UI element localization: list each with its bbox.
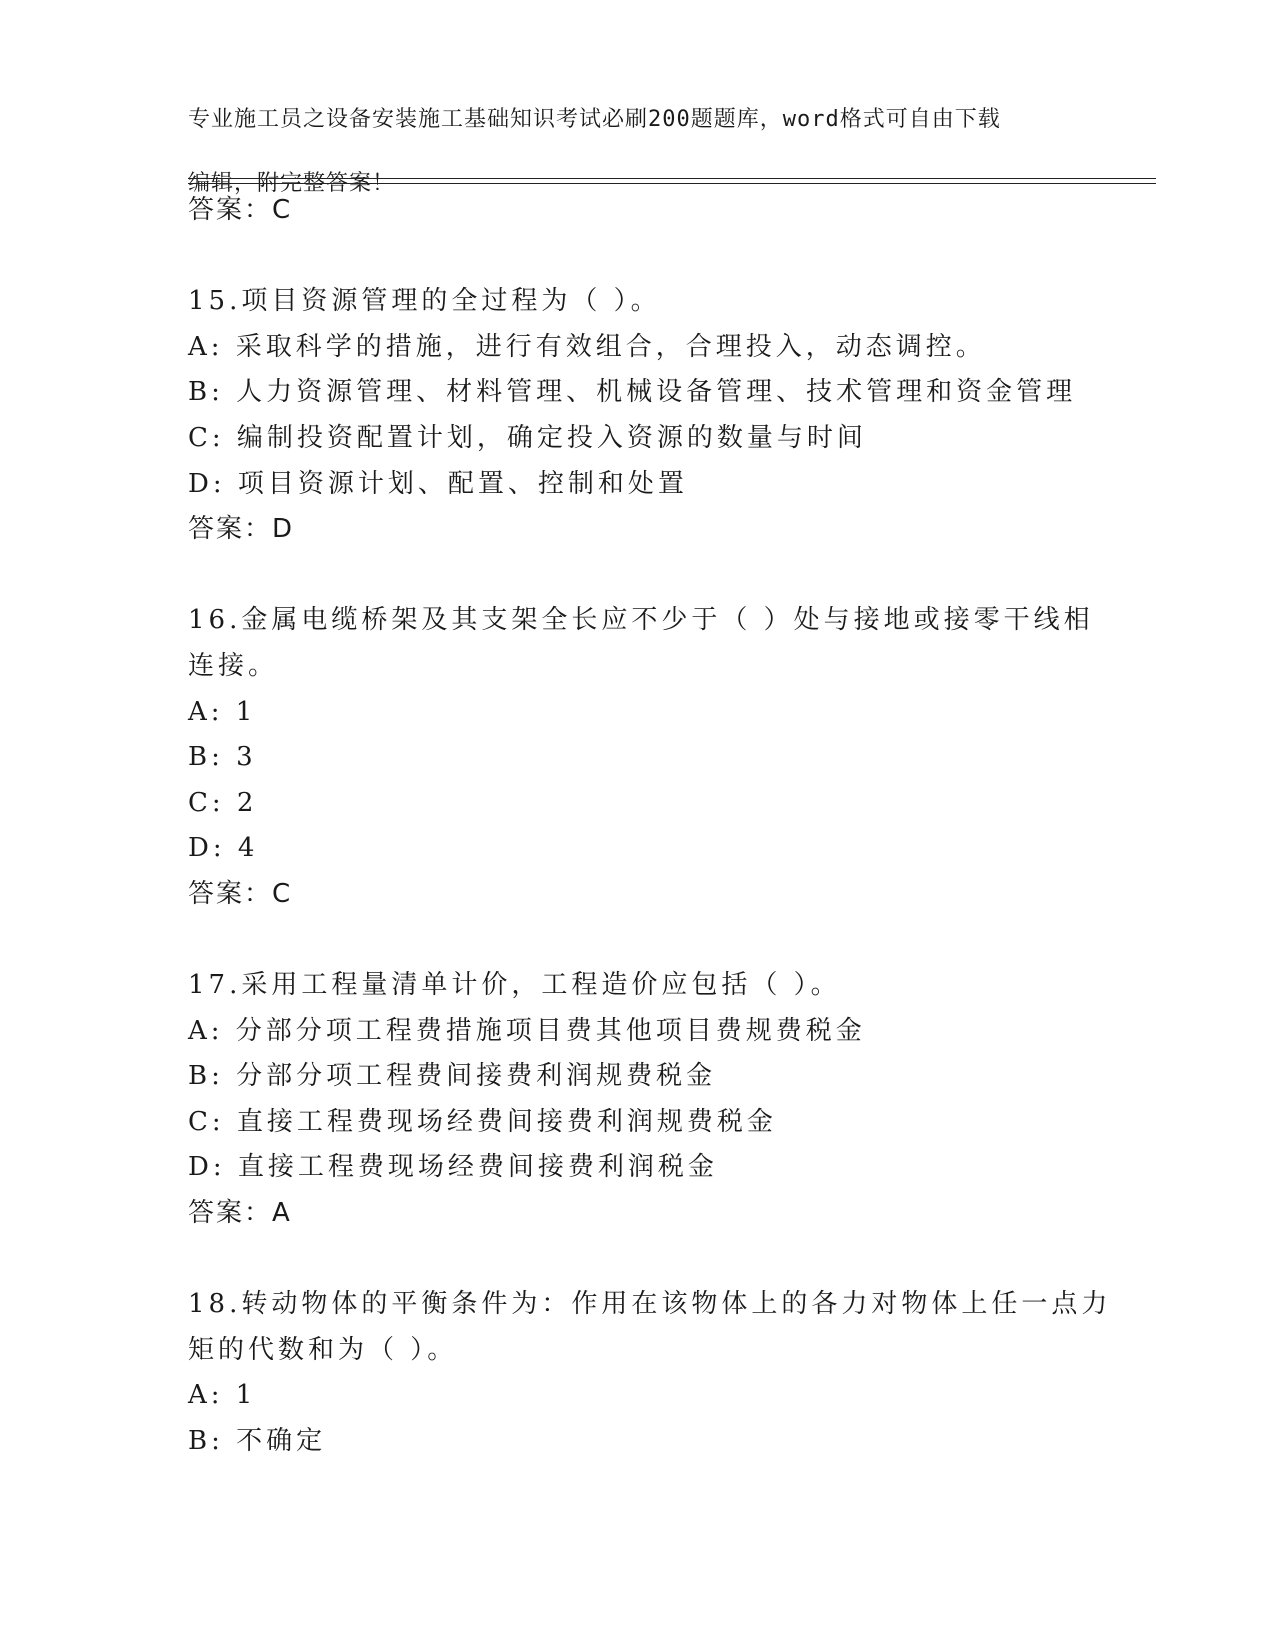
option-b: B: 人力资源管理、材料管理、机械设备管理、技术管理和资金管理 — [188, 377, 1077, 408]
question-17 — [188, 963, 1088, 1237]
option-c: C: 2 — [188, 787, 258, 818]
answer: 答案：A — [188, 1198, 292, 1229]
option-a: A: 分部分项工程费措施项目费其他项目费规费税金 — [188, 1015, 866, 1046]
option-a: A: 采取科学的措施，进行有效组合，合理投入，动态调控。 — [188, 331, 986, 362]
header-title-line-2: 编辑，附完整答案！ — [188, 171, 396, 196]
option-a: A: 1 — [188, 696, 257, 727]
header-title-line-1: 专业施工员之设备安装施工基础知识考试必刷200题题库，word格式可自由下载 — [188, 107, 1001, 132]
spacer — [188, 918, 1088, 964]
question-18 — [188, 1282, 1112, 1464]
question-stem: 18.转动物体的平衡条件为：作用在该物体上的各力对物体上任一点力 — [188, 1289, 1112, 1320]
option-b: B: 不确定 — [188, 1426, 327, 1457]
spacer — [188, 553, 1088, 599]
option-b: B: 3 — [188, 742, 257, 773]
question-stem: 15.项目资源管理的全过程为（ ）。 — [188, 286, 661, 317]
option-c: C: 直接工程费现场经费间接费利润规费税金 — [188, 1106, 777, 1137]
previous-answer: 答案：C — [188, 195, 293, 225]
question-stem: 16.金属电缆桥架及其支架全长应不少于（ ）处与接地或接零干线相 — [188, 605, 1094, 636]
option-d: D: 项目资源计划、配置、控制和处置 — [188, 468, 688, 499]
option-a: A: 1 — [188, 1380, 257, 1411]
answer: 答案：C — [188, 878, 293, 909]
option-d: D: 直接工程费现场经费间接费利润税金 — [188, 1152, 718, 1183]
spacer — [188, 234, 1088, 280]
header-divider-bottom — [188, 183, 1156, 184]
option-d: D: 4 — [188, 833, 259, 864]
option-c: C: 编制投资配置计划，确定投入资源的数量与时间 — [188, 422, 867, 453]
question-16 — [188, 598, 1094, 917]
option-b: B: 分部分项工程费间接费利润规费税金 — [188, 1061, 717, 1092]
question-15 — [188, 279, 1088, 553]
question-stem-continued: 连接。 — [188, 650, 279, 681]
document-body — [188, 188, 1112, 1465]
spacer — [188, 1237, 1088, 1283]
question-stem-continued: 矩的代数和为（ ）。 — [188, 1334, 458, 1365]
header-divider-top — [188, 178, 1156, 179]
question-stem: 17.采用工程量清单计价，工程造价应包括（ ）。 — [188, 970, 841, 1001]
answer: 答案：D — [188, 514, 295, 545]
